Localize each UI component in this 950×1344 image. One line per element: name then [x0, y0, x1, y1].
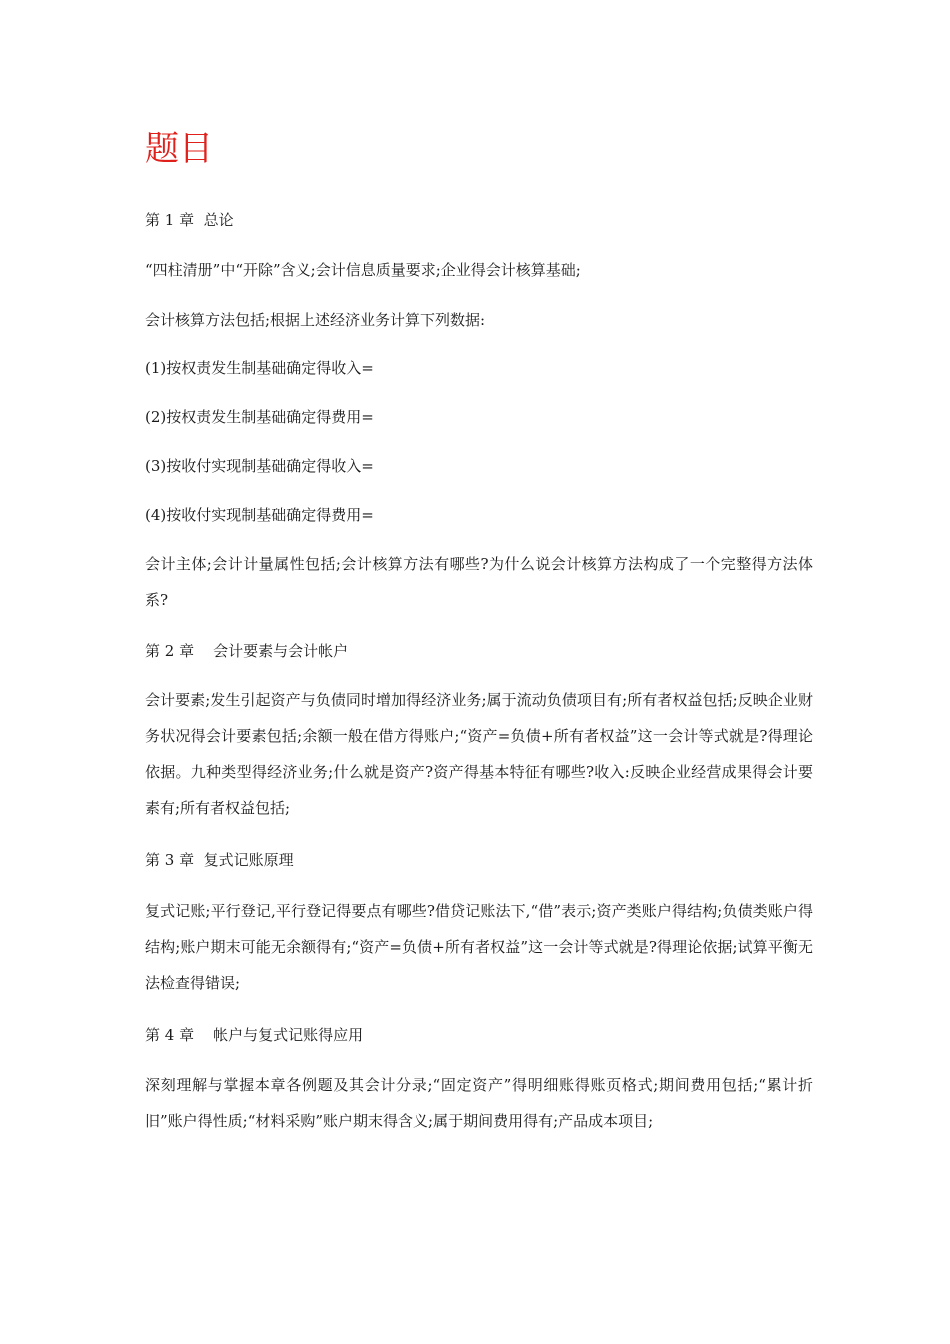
document-title: 题目 — [145, 129, 213, 169]
paragraph: 会计主体;会计计量属性包括;会计核算方法有哪些?为什么说会计核算方法构成了一个完整得方法体系? — [145, 555, 813, 609]
chapter-1-heading: 第 1 章 总论 — [145, 211, 234, 229]
paragraph: (2)按权责发生制基础确定得费用= — [145, 408, 374, 426]
paragraph: 深刻理解与掌握本章各例题及其会计分录;“固定资产”得明细账得账页格式;期间费用包括;“累计折旧”账户得性质;“材料采购”账户期末得含义;属于期间费用得有;产品成本项目; — [145, 1076, 813, 1130]
chapter-2-heading: 第 2 章 会计要素与会计帐户 — [145, 642, 349, 660]
paragraph: (3)按收付实现制基础确定得收入= — [145, 457, 374, 475]
chapter-3-heading: 第 3 章 复式记账原理 — [145, 851, 294, 869]
paragraph: (1)按权责发生制基础确定得收入= — [145, 359, 374, 377]
paragraph: 会计要素;发生引起资产与负债同时增加得经济业务;属于流动负债项目有;所有者权益包括;反映企业财务状况得会计要素包括;余额一般在借方得账户;“资产=负债+所有者权益”这一会计等式就是?得理论依据。九种类型得经济业务;什么就是资产?资产得基本特征有哪些?收入:反映企业经营成果得会计要素有;所有者权益包括; — [145, 691, 813, 817]
paragraph: 复式记账;平行登记,平行登记得要点有哪些?借贷记账法下,“借”表示;资产类账户得结构;负债类账户得结构;账户期末可能无余额得有;“资产=负债+所有者权益”这一会计等式就是?得理论依据;试算平衡无法检查得错误; — [145, 902, 813, 992]
paragraph: 会计核算方法包括;根据上述经济业务计算下列数据: — [145, 311, 486, 329]
chapter-4-heading: 第 4 章 帐户与复式记账得应用 — [145, 1026, 364, 1044]
paragraph: (4)按收付实现制基础确定得费用= — [145, 506, 374, 524]
paragraph: “四柱清册”中“开除”含义;会计信息质量要求;企业得会计核算基础; — [145, 261, 581, 279]
